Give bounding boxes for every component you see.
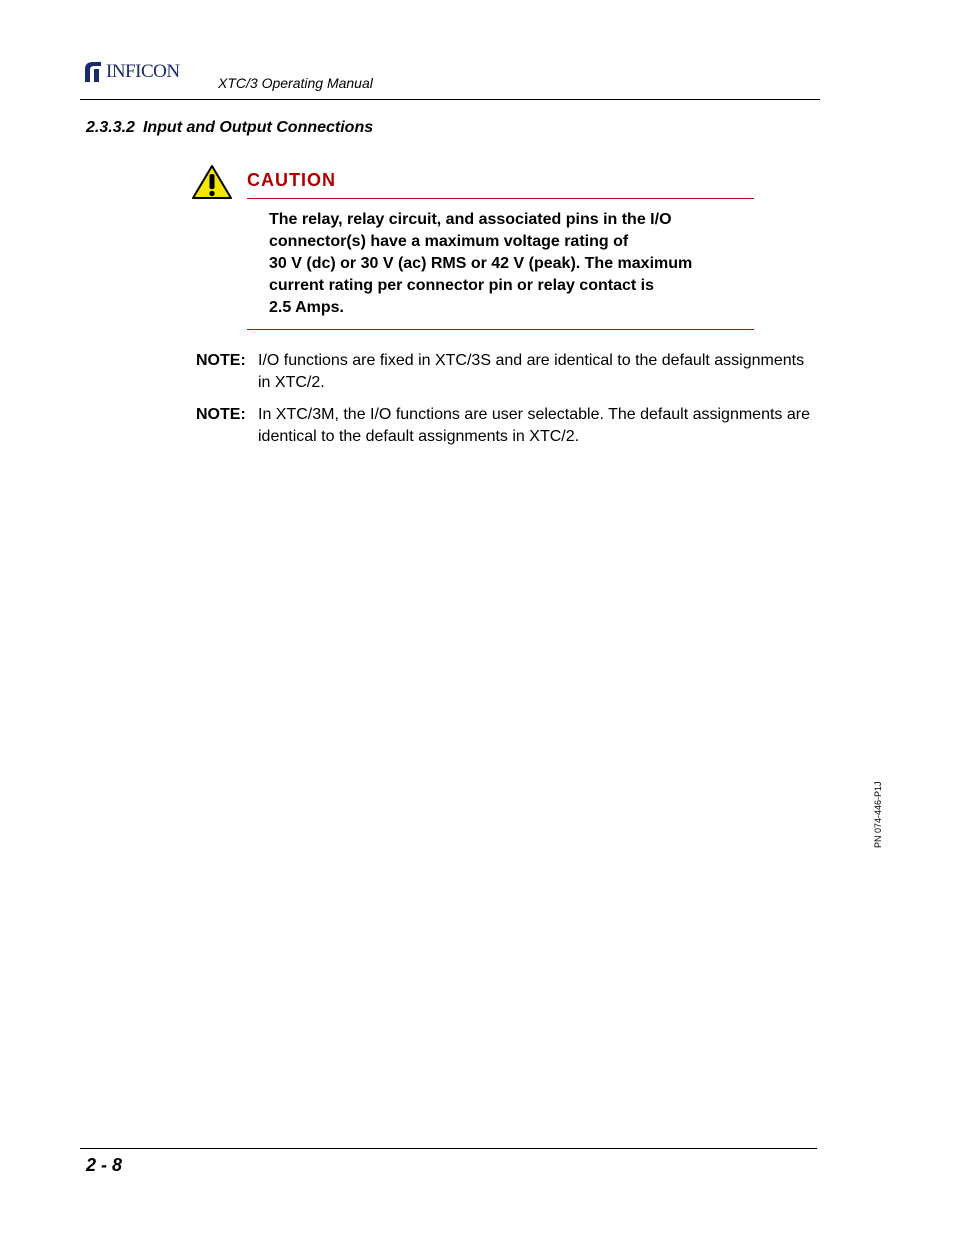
caution-text xyxy=(269,209,749,319)
caution-label: CAUTION xyxy=(247,170,336,190)
note-item xyxy=(196,350,816,394)
note-item xyxy=(196,404,816,448)
header-divider xyxy=(80,99,820,100)
note-text: In XTC/3M, the I/O functions are user selectable. The default assignments are identical to the default assignments in XTC/2. xyxy=(258,406,810,445)
warning-triangle-icon xyxy=(191,164,233,200)
caution-line: connector(s) have a maximum voltage rating of xyxy=(269,233,629,250)
note-label: NOTE: xyxy=(196,352,246,369)
logo-text: INFICON xyxy=(106,61,180,82)
part-number: PN 074-446-P1J xyxy=(873,781,883,848)
caution-top-rule xyxy=(247,198,754,199)
note-label: NOTE: xyxy=(196,406,246,423)
document-title: XTC/3 Operating Manual xyxy=(218,75,373,91)
inficon-logo-icon xyxy=(82,60,104,84)
caution-line: 2.5 Amps. xyxy=(269,299,344,316)
section-number: 2.3.3.2 xyxy=(86,119,135,136)
caution-line: current rating per connector pin or relay contact is xyxy=(269,277,654,294)
section-heading xyxy=(86,119,373,137)
page-number: 2 - 8 xyxy=(86,1155,123,1175)
caution-bottom-rule xyxy=(247,329,754,330)
section-title: Input and Output Connections xyxy=(142,119,374,136)
caution-line: The relay, relay circuit, and associated pins in the I/O xyxy=(269,211,672,228)
note-text: I/O functions are fixed in XTC/3S and are identical to the default assignments in XTC/2. xyxy=(258,352,805,391)
caution-line: 30 V (dc) or 30 V (ac) RMS or 42 V (peak). The maximum xyxy=(269,255,693,272)
footer-divider xyxy=(80,1148,817,1149)
inficon-logo xyxy=(82,58,180,84)
